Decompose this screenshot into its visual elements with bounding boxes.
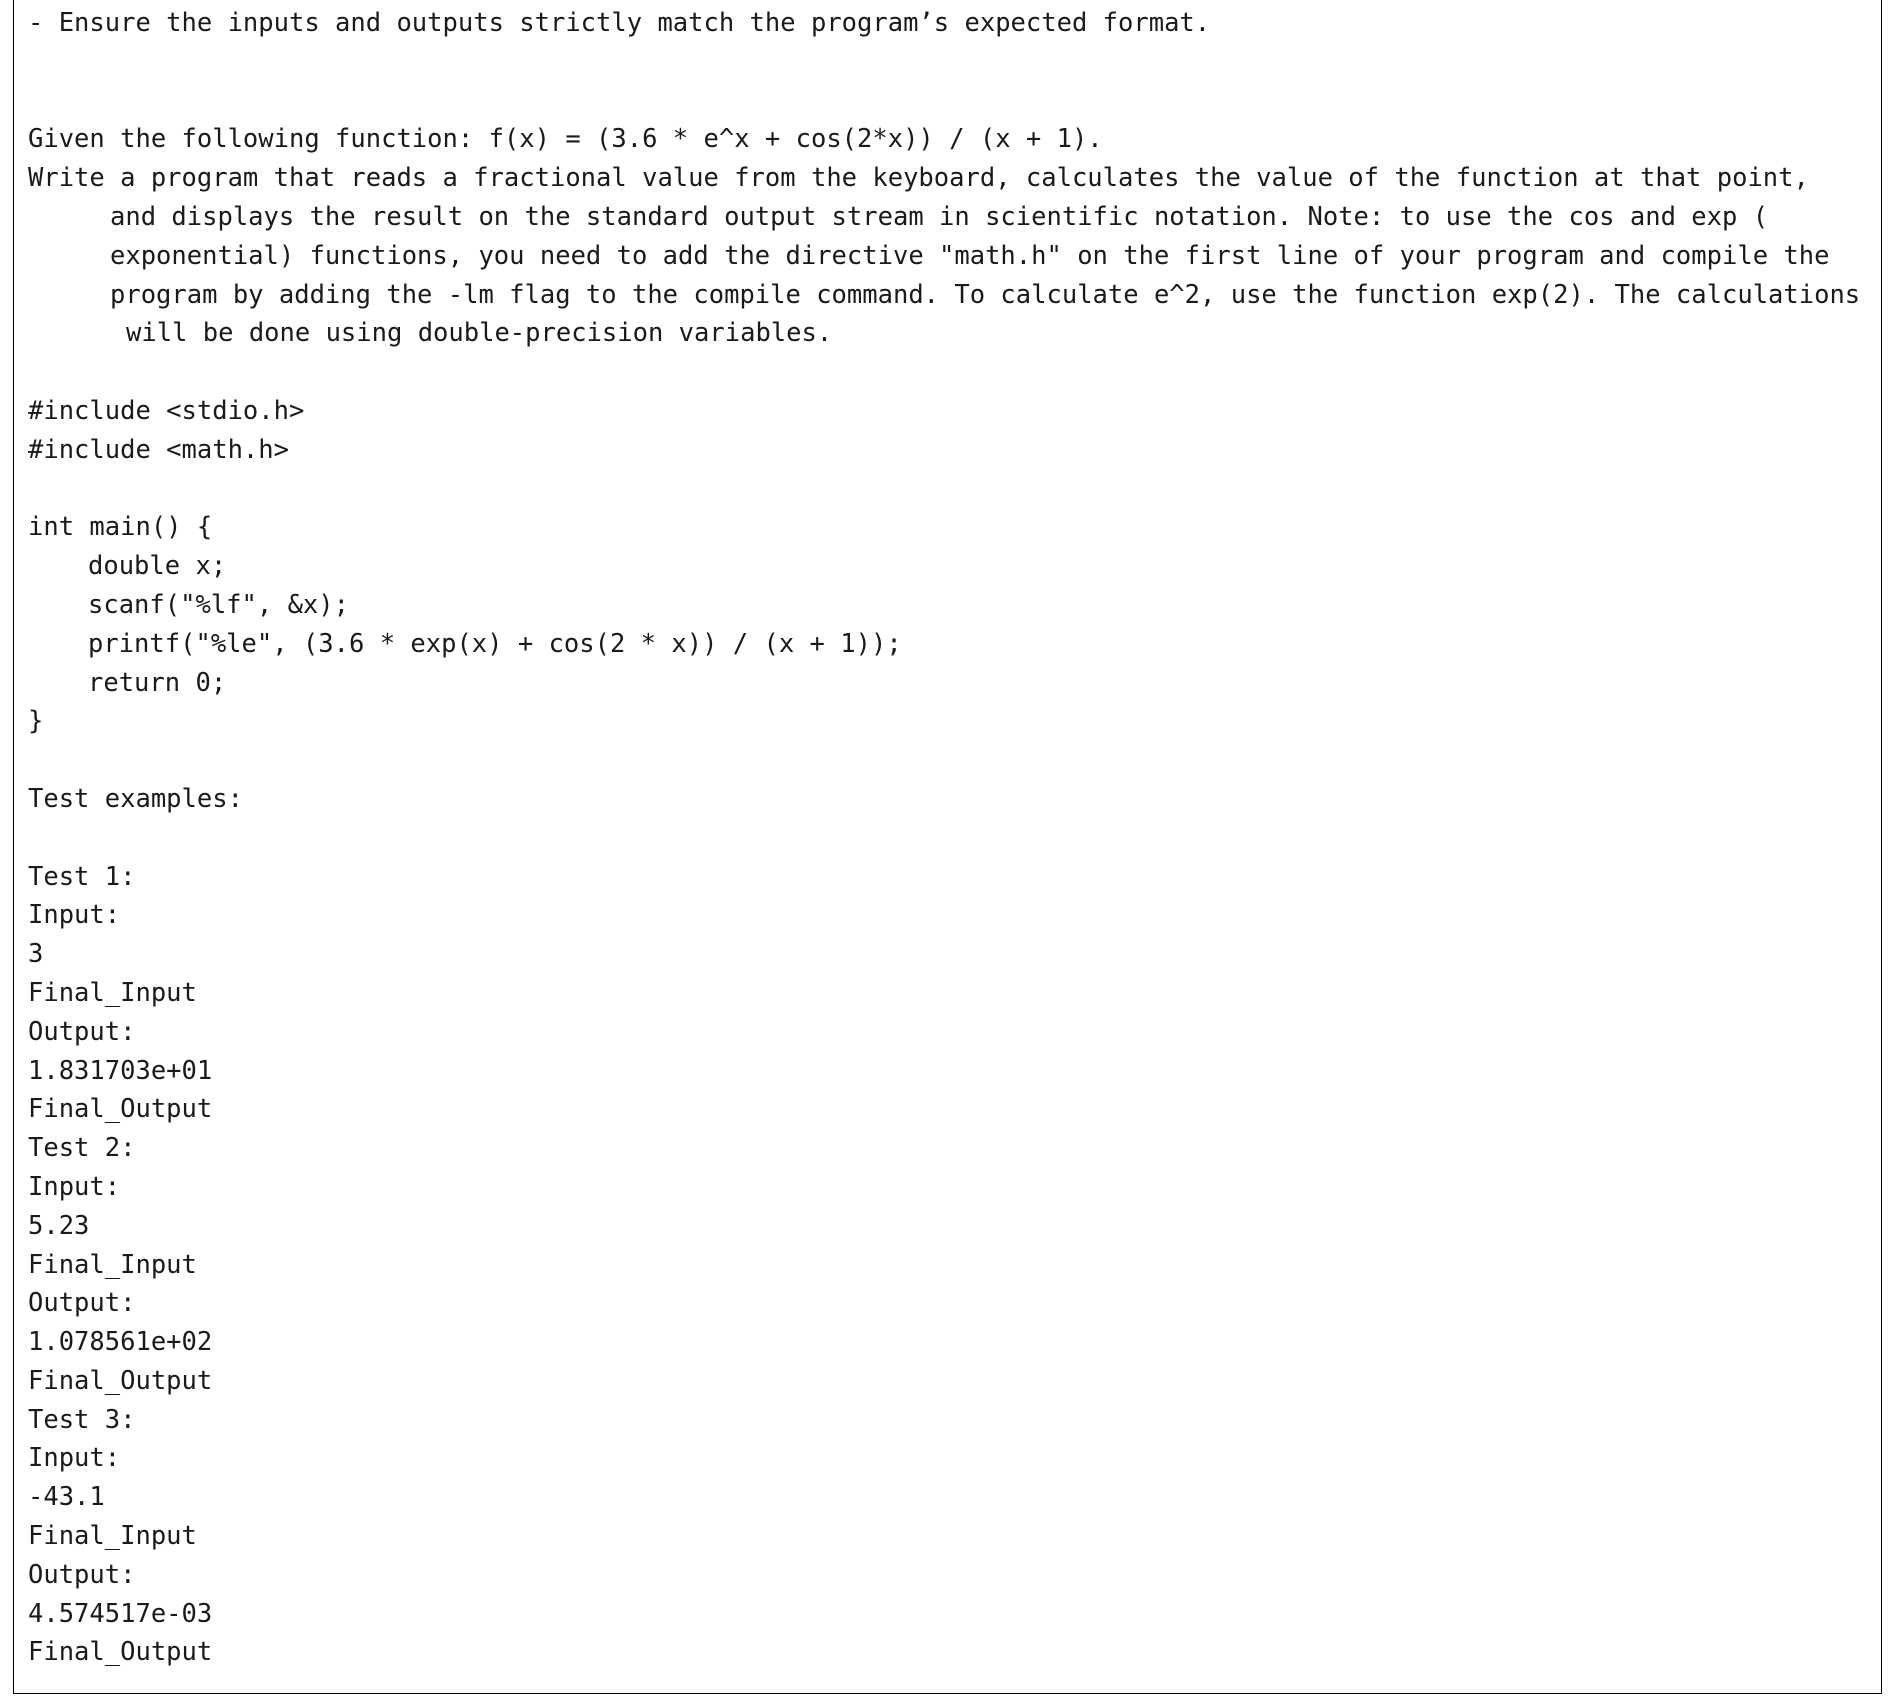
test-label: Test 2: xyxy=(28,1133,136,1164)
test-output-end: Final_Output xyxy=(28,1637,213,1668)
test-input-value: -43.1 xyxy=(28,1482,105,1513)
test-input-label: Input: xyxy=(28,1443,121,1474)
test-output-end: Final_Output xyxy=(28,1365,213,1396)
test-input-value: 3 xyxy=(28,939,44,970)
code-line: double x; xyxy=(88,551,227,582)
spacer xyxy=(28,819,1875,858)
test-output-label: Output: xyxy=(28,1559,136,1590)
test-output-value: 1.831703e+01 xyxy=(28,1055,213,1086)
test-output-value: 4.574517e-03 xyxy=(28,1598,213,1629)
code-line: scanf("%lf", &x); xyxy=(88,589,349,620)
spacer xyxy=(28,470,1875,509)
function-definition: Given the following function: f(x) = (3.6 * e^x + cos(2*x)) / (x + 1). xyxy=(28,124,1103,155)
test-case xyxy=(28,858,1875,1130)
test-label: Test 3: xyxy=(28,1404,136,1435)
test-input-end: Final_Input xyxy=(28,977,197,1008)
document-frame xyxy=(13,0,1882,1694)
document-content xyxy=(28,4,1875,1672)
spacer xyxy=(28,741,1875,780)
test-output-label: Output: xyxy=(28,1016,136,1047)
test-input-value: 5.23 xyxy=(28,1210,90,1241)
format-note: - Ensure the inputs and outputs strictly match the program’s expected format. xyxy=(28,8,1211,38)
description-line: program by adding the -lm flag to the compile command. To calculate e^2, use the function exp(2). The calculations xyxy=(110,279,1861,310)
code-include-stdio: #include <stdio.h> xyxy=(28,395,305,426)
test-input-label: Input: xyxy=(28,1171,121,1202)
test-case xyxy=(28,1401,1875,1673)
test-case xyxy=(28,1129,1875,1401)
test-input-label: Input: xyxy=(28,900,121,931)
code-line: printf("%le", (3.6 * exp(x) + cos(2 * x)) / (x + 1)); xyxy=(88,628,902,659)
description-line: will be done using double-precision variables. xyxy=(126,318,833,349)
test-input-end: Final_Input xyxy=(28,1521,197,1552)
code-include-math: #include <math.h> xyxy=(28,434,289,465)
code-line: return 0; xyxy=(88,667,227,698)
test-input-end: Final_Input xyxy=(28,1249,197,1280)
spacer xyxy=(28,353,1875,392)
code-main-close: } xyxy=(28,706,44,737)
tests-heading: Test examples: xyxy=(28,783,243,814)
test-output-label: Output: xyxy=(28,1288,136,1319)
description-line: Write a program that reads a fractional value from the keyboard, calculates the value of the function at that point, xyxy=(28,163,1809,194)
spacer xyxy=(28,82,1875,121)
code-main-open: int main() { xyxy=(28,512,213,543)
test-label: Test 1: xyxy=(28,861,136,892)
spacer xyxy=(28,43,1875,82)
description-line: and displays the result on the standard output stream in scientific notation. Note: to use the cos and exp ( xyxy=(110,201,1769,232)
description-line: exponential) functions, you need to add the directive "math.h" on the first line of your program and compile the xyxy=(110,240,1830,271)
test-output-end: Final_Output xyxy=(28,1094,213,1125)
test-output-value: 1.078561e+02 xyxy=(28,1327,213,1358)
